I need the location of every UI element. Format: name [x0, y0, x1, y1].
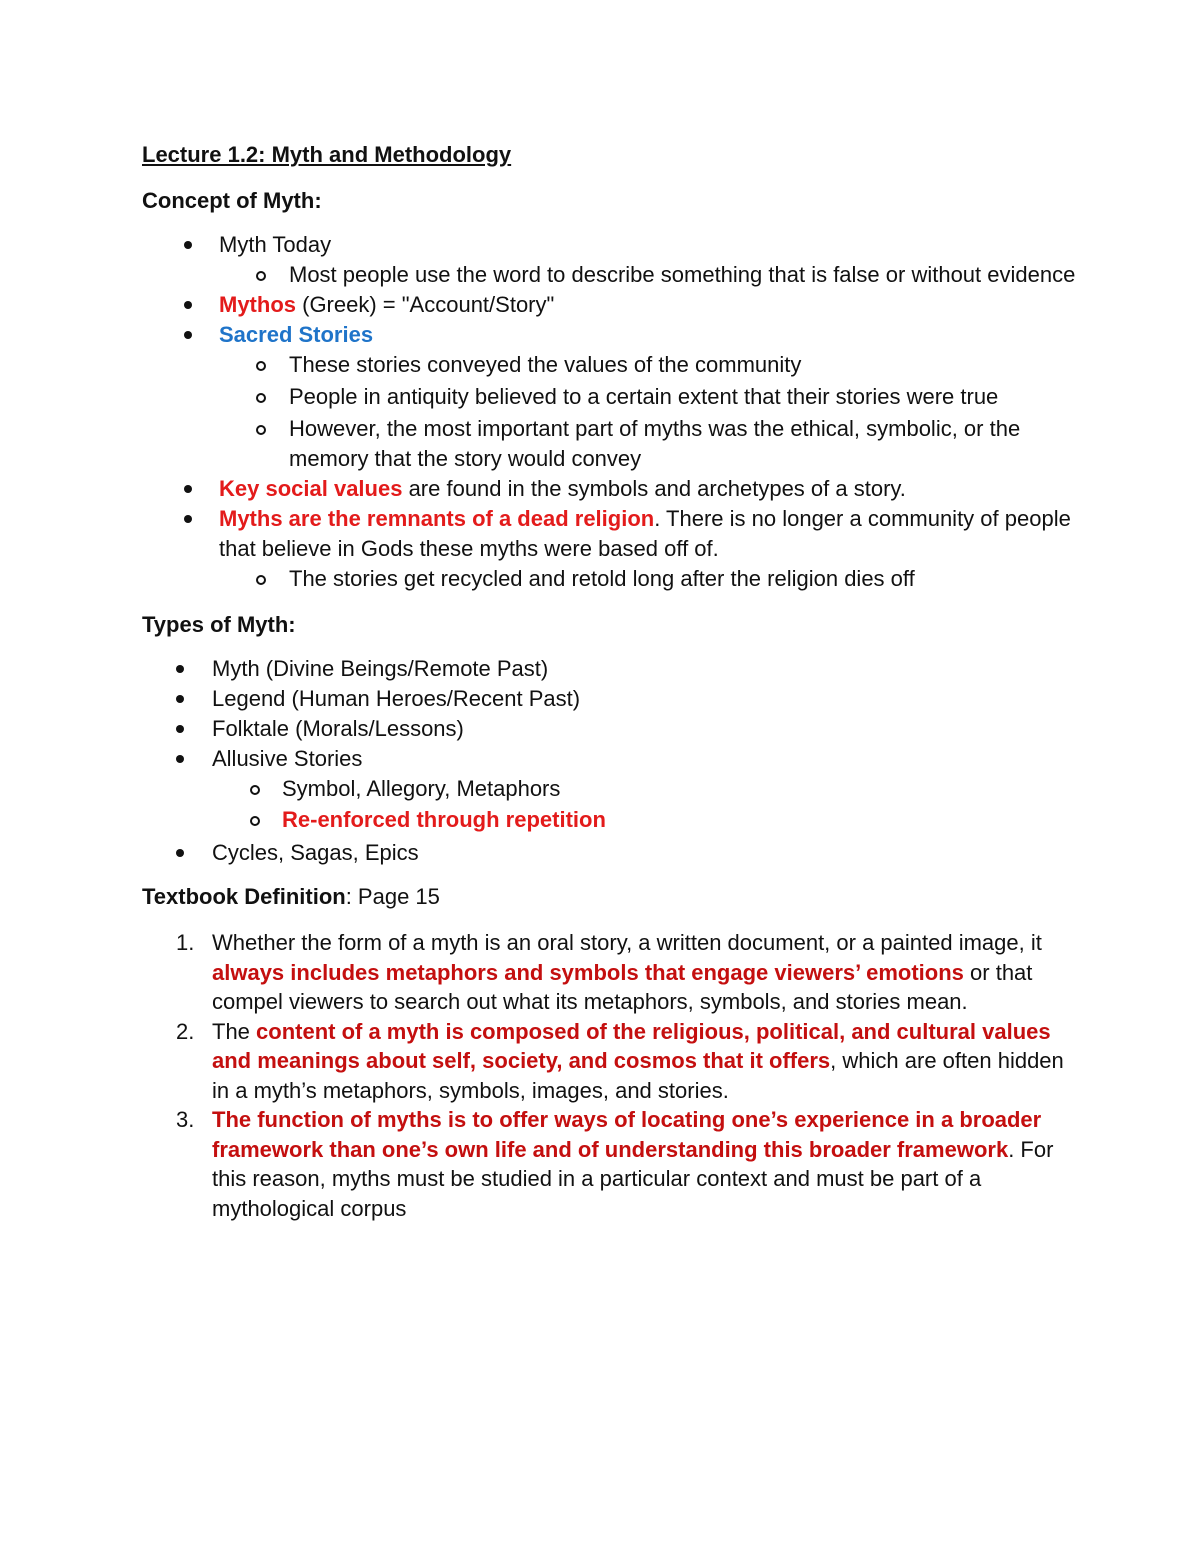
- page-title: Lecture 1.2: Myth and Methodology: [142, 142, 512, 167]
- list-item: [142, 474, 1082, 504]
- list-item: [142, 290, 1082, 320]
- remnants-rest: . There is no longer a community of people that believe in Gods these myths were based off of.: [219, 506, 1071, 561]
- definition-1-text-end: or that compel viewers to search out what its metaphors, symbols, and stories mean.: [212, 959, 1033, 1014]
- list-item: [142, 774, 1082, 804]
- concept-list: [142, 230, 1082, 594]
- key-social-values-rest: are found in the symbols and archetypes of a story.: [402, 476, 906, 501]
- types-list: [142, 654, 1082, 868]
- type-myth: Myth (Divine Beings/Remote Past): [212, 656, 549, 681]
- mythos-definition: (Greek) = "Account/Story": [296, 292, 555, 317]
- definition-3-highlight: The function of myths is to offer ways of locating one’s experience in a broader framework than one’s own life and of understanding this broader framework: [212, 1107, 1042, 1162]
- sacred-stories: Sacred Stories: [219, 322, 374, 347]
- definition-1-text: Whether the form of a myth is an oral story, a written document, or a painted image, it: [212, 930, 1042, 955]
- textbook-heading-label: Textbook Definition: [142, 884, 346, 909]
- definition-2-text: The: [212, 1018, 257, 1044]
- mythos-term: Mythos: [219, 292, 296, 317]
- remnants-detail: The stories get recycled and retold long after the religion dies off: [289, 566, 915, 591]
- list-item: [142, 805, 1082, 835]
- definition-1-highlight: always includes metaphors and symbols that engage viewers’ emotions: [212, 959, 964, 985]
- myth-today-detail: Most people use the word to describe something that is false or without evidence: [289, 262, 1076, 287]
- list-item: [142, 564, 1082, 594]
- concept-heading: Concept of Myth:: [142, 188, 322, 213]
- list-item: [142, 838, 1082, 868]
- type-allusive: Allusive Stories: [212, 746, 363, 771]
- sacred-detail-2: People in antiquity believed to a certain extent that their stories were true: [289, 384, 999, 409]
- list-item: [142, 1105, 1082, 1223]
- list-item: [142, 350, 1082, 380]
- definition-number: 2.: [176, 1018, 195, 1044]
- type-cycles: Cycles, Sagas, Epics: [212, 840, 419, 865]
- list-item: [142, 260, 1082, 290]
- list-item: [142, 1017, 1082, 1106]
- list-item: [142, 414, 1082, 474]
- list-item: [142, 928, 1082, 1017]
- definition-2-text-end: , which are often hidden in a myth’s metaphors, symbols, images, and stories.: [212, 1048, 1064, 1103]
- list-item: [142, 504, 1082, 564]
- sacred-detail-3: However, the most important part of myths was the ethical, symbolic, or the memory that the story would convey: [289, 416, 1021, 471]
- definition-list: [142, 928, 1082, 1223]
- allusive-detail-2: Re-enforced through repetition: [282, 807, 606, 832]
- definition-number: 3.: [176, 1107, 195, 1132]
- list-item: [142, 230, 1082, 260]
- definition-number: 1.: [176, 930, 195, 955]
- list-item: [142, 744, 1082, 774]
- definition-3-text-end: . For this reason, myths must be studied in a particular context and must be part of a mythological corpus: [212, 1136, 1054, 1221]
- remnants-term: Myths are the remnants of a dead religion: [219, 506, 655, 531]
- document-page: [142, 140, 1082, 1223]
- types-heading: Types of Myth:: [142, 612, 296, 637]
- textbook-heading: [142, 882, 1082, 912]
- definition-2-highlight: content of a myth is composed of the religious, political, and cultural values and meanings about self, society, and cosmos that it offers: [212, 1018, 1051, 1073]
- list-item: [142, 714, 1082, 744]
- type-folktale: Folktale (Morals/Lessons): [212, 716, 464, 741]
- list-item: [142, 684, 1082, 714]
- allusive-detail-1: Symbol, Allegory, Metaphors: [282, 776, 561, 801]
- key-social-values: Key social values: [219, 476, 403, 501]
- myth-today: Myth Today: [219, 232, 332, 257]
- type-legend: Legend (Human Heroes/Recent Past): [212, 686, 581, 711]
- textbook-heading-page: : Page 15: [345, 884, 440, 909]
- sacred-detail-1: These stories conveyed the values of the community: [289, 352, 802, 377]
- list-item: [142, 382, 1082, 412]
- list-item: [142, 654, 1082, 684]
- list-item: [142, 320, 1082, 350]
